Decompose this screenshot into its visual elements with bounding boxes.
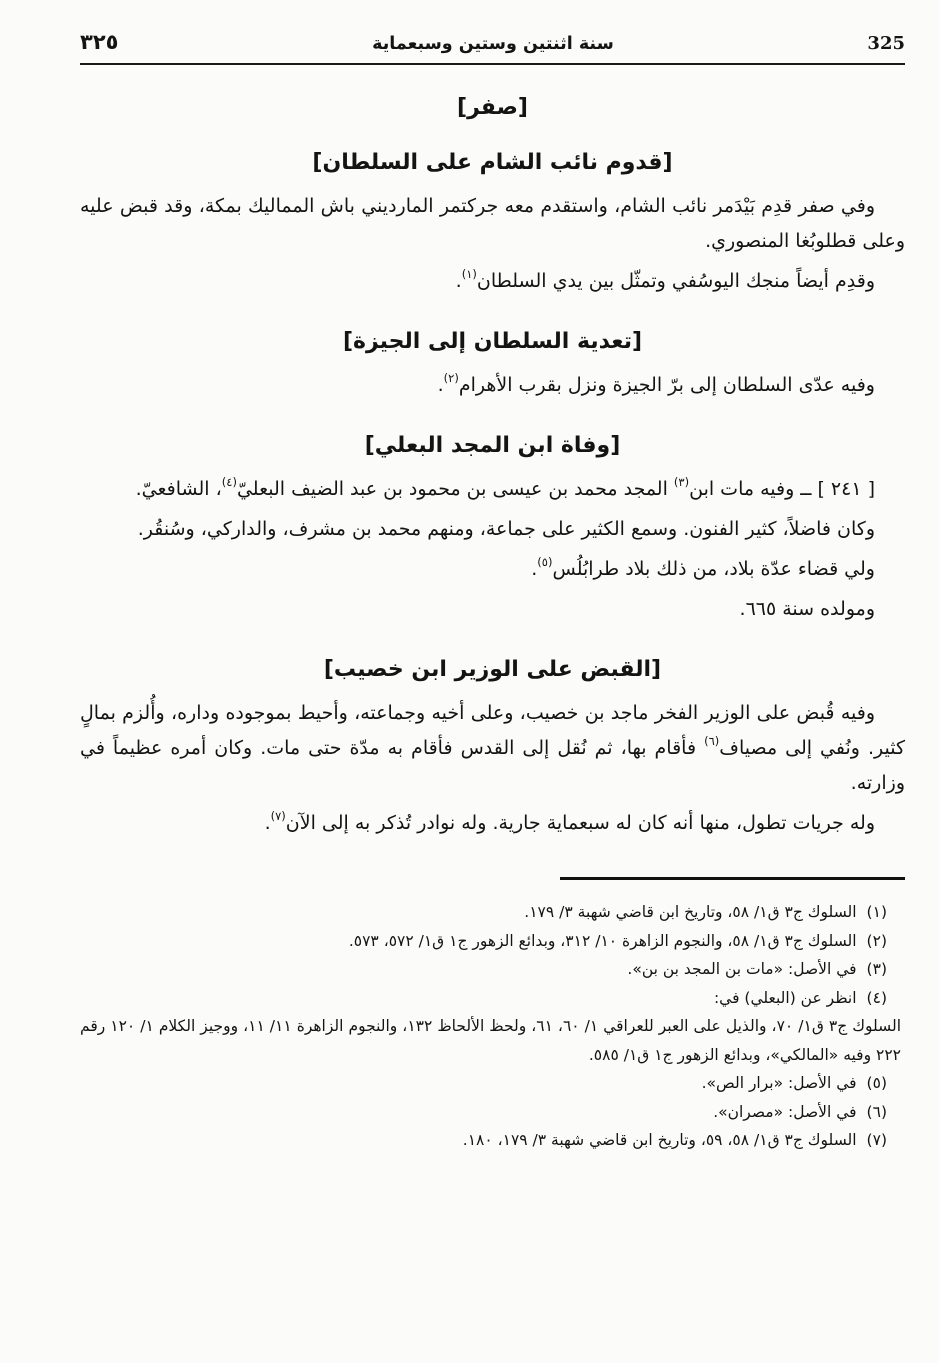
footnote-number: (١) — [866, 903, 887, 921]
paragraph: وقدِم أيضاً منجك اليوسُفي وتمثّل بين يدي السلطان$^{(١)}$. — [455, 266, 875, 292]
page-number-latin: 325 — [867, 33, 905, 54]
footnote-marker: (٢) — [443, 370, 459, 385]
section-heading: [صفر] — [457, 95, 528, 120]
section-heading: [تعدية السلطان إلى الجيزة] — [342, 329, 643, 354]
footnotes-section — [80, 898, 905, 1155]
page-header — [80, 30, 905, 54]
footnote-text: في الأصل: «برار الص». — [701, 1074, 857, 1092]
paragraph: وفي صفر قدِم بَيْدَمر نائب الشام، واستقدم معه جركتمر المارديني باش المماليك بمكة، وقد قبض عليه وعلى قطلوبُغا المنصوري. — [80, 195, 905, 252]
footnote-number: (٧) — [866, 1131, 887, 1149]
paragraph: [ ٢٤١ ] ــ وفيه مات ابن$^{(٣)}$ المجد محمد بن عيسى بن محمود بن عبد الضيف البعليّ$^{(٤)}$، الشافعيّ. — [135, 474, 875, 500]
footnote-text: السلوك ج٣ ق١/ ٥٨، وتاريخ ابن قاضي شهبة ٣/ ١٧٩. — [524, 903, 857, 921]
footnote-continuation: السلوك ج٣ ق١/ ٧٠، والذيل على العبر للعراقي ١/ ٦٠، ٦١، ولحظ الألحاظ ١٣٢، والنجوم الزاهرة ١١/ ١١، ووجيز الكلام ١/ ١٢٠ رقم ٢٢٢ وفيه «المالكي»، وبدائع الزهور ج١ ق١/ ٥٨٥. — [80, 1017, 902, 1064]
paragraph: ولي قضاء عدّة بلاد، من ذلك بلاد طرابُلُس$^{(٥)}$. — [531, 554, 875, 580]
footnote-marker: (٥) — [537, 554, 553, 569]
footnote-item — [80, 955, 905, 984]
footnote-marker: (٦) — [704, 733, 720, 748]
footnote-number: (٣) — [866, 960, 887, 978]
footnote-number: (٥) — [866, 1074, 887, 1092]
footnote-marker: (٧) — [270, 808, 286, 823]
footnote-marker: (٣) — [673, 474, 690, 489]
section-heading: [قدوم نائب الشام على السلطان] — [312, 150, 673, 175]
paragraph: ومولده سنة ٦٦٥. — [739, 598, 875, 620]
footnote-number: (٢) — [866, 931, 887, 950]
footnote-number: (٤) — [866, 988, 887, 1007]
footnote-item — [80, 927, 905, 956]
footnote-item — [80, 1069, 905, 1098]
footnote-item — [80, 1126, 905, 1155]
footnote-text: السلوك ج٣ ق١/ ٥٨، والنجوم الزاهرة ١٠/ ٣١٢، وبدائع الزهور ج١ ق١/ ٥٧٢، ٥٧٣. — [348, 931, 857, 950]
footnote-text: انظر عن (البعلي) في: — [713, 988, 857, 1007]
footnote-item — [80, 898, 905, 927]
page-number-arabic: ٣٢٥ — [80, 30, 119, 54]
footnote-text: في الأصل: «مات بن المجد بن بن». — [627, 960, 857, 978]
paragraph: وفيه قُبض على الوزير الفخر ماجد بن خصيب، وعلى أخيه وجماعته، وأحيط بموجوده وداره، وأُلزم بمالٍ كثير. ونُفي إلى مصياف$^{(٦)}$ فأقام بها، ثم نُقل إلى القدس فأقام به مدّة حتى مات. وكان أمره عظيماً في وزارته. — [80, 702, 905, 794]
footnote-marker: (٤) — [221, 474, 237, 489]
footnote-text: في الأصل: «مصران». — [713, 1102, 857, 1121]
paragraph: وله جريات تطول، منها أنه كان له سبعماية جارية. وله نوادر تُذكر به إلى الآن$^{(٧)}$. — [264, 808, 875, 834]
paragraph: وفيه عدّى السلطان إلى برّ الجيزة ونزل بقرب الأهرام$^{(٢)}$. — [437, 370, 875, 396]
section-heading: [القبض على الوزير ابن خصيب] — [323, 657, 662, 682]
footnote-marker: (١) — [461, 266, 477, 281]
header-rule — [80, 63, 905, 65]
footnote-item — [80, 1098, 905, 1127]
page-body — [80, 95, 905, 841]
footnote-item — [80, 984, 905, 1013]
paragraph: وكان فاضلاً، كثير الفنون. وسمع الكثير على جماعة، ومنهم محمد بن مشرف، والداركي، وسُنقُر. — [137, 518, 875, 540]
section-heading: [وفاة ابن المجد البعلي] — [364, 433, 621, 458]
running-title: سنة اثنتين وستين وسبعماية — [372, 34, 614, 54]
footnote-number: (٦) — [866, 1102, 887, 1121]
footnote-text: السلوك ج٣ ق١/ ٥٨، ٥٩، وتاريخ ابن قاضي شهبة ٣/ ١٧٩، ١٨٠. — [462, 1131, 857, 1149]
footnote-separator — [560, 877, 905, 880]
